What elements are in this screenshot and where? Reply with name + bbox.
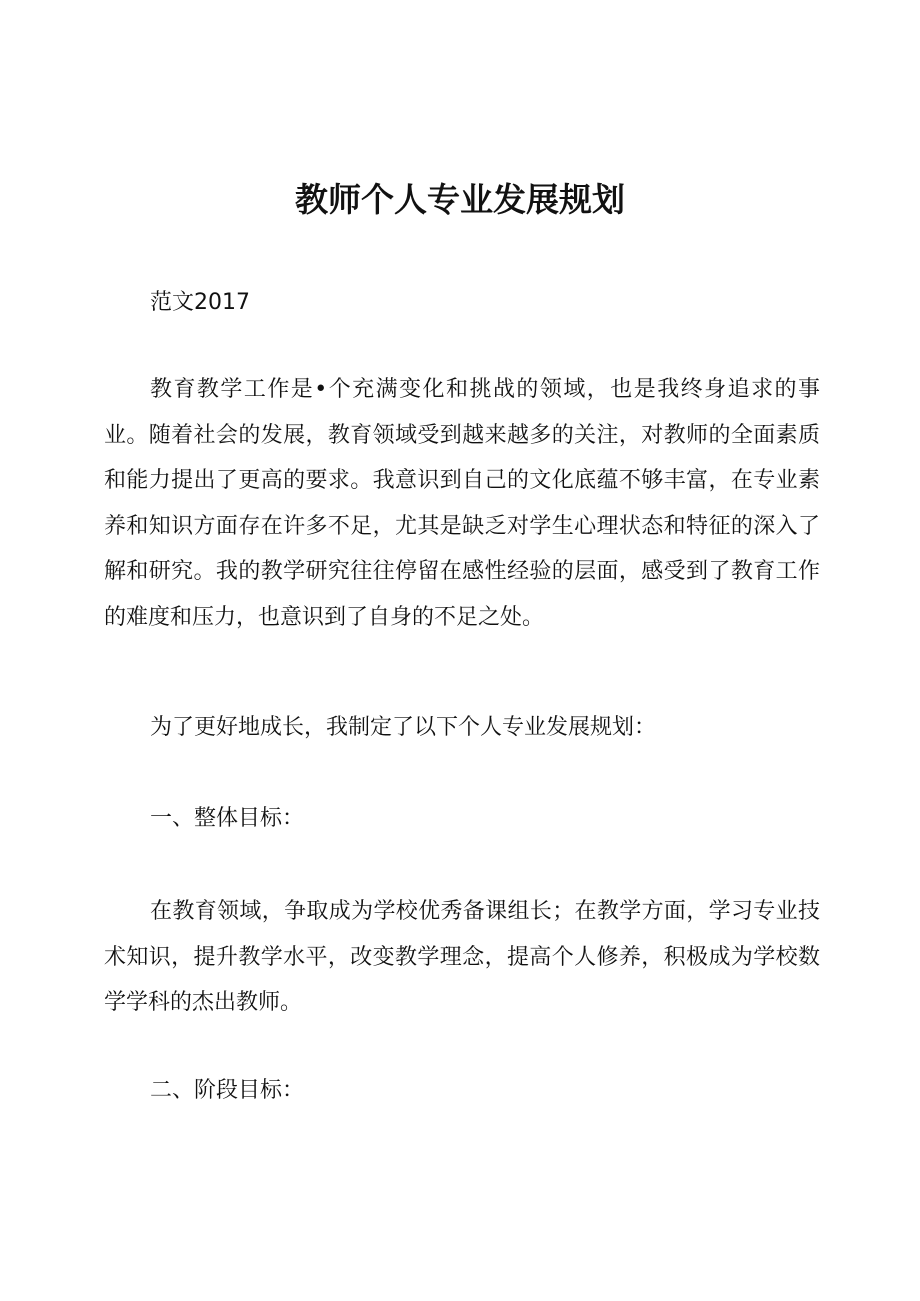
section-heading-stage-goal: 二、阶段目标： bbox=[150, 1078, 305, 1103]
paragraph-intro: 教育教学工作是•个充满变化和挑战的领域，也是我终身追求的事业。随着社会的发展，教育领域受到越来越多的关注，对教师的全面素质和能力提出了更高的要求。我意识到自己的文化底蕴不够丰富，在专业素养和知识方面存在许多不足，尤其是缺乏对学生心理状态和特征的深入了解和研究。我的教学研究往往停留在感性经验的层面，感受到了教育工作的难度和压力，也意识到了自身的不足之处。 bbox=[104, 377, 820, 630]
paragraph-overall-goal: 在教育领域，争取成为学校优秀备课组长；在教学方面，学习专业技术知识，提升教学水平，改变教学理念，提高个人修养，积极成为学校数学学科的杰出教师。 bbox=[104, 899, 820, 1016]
paragraph-lead: 为了更好地成长，我制定了以下个人专业发展规划： bbox=[150, 715, 657, 740]
section-heading-overall-goal: 一、整体目标： bbox=[150, 806, 305, 831]
document-title: 教师个人专业发展规划 bbox=[295, 180, 625, 219]
document-subtitle: 范文2017 bbox=[150, 290, 250, 315]
